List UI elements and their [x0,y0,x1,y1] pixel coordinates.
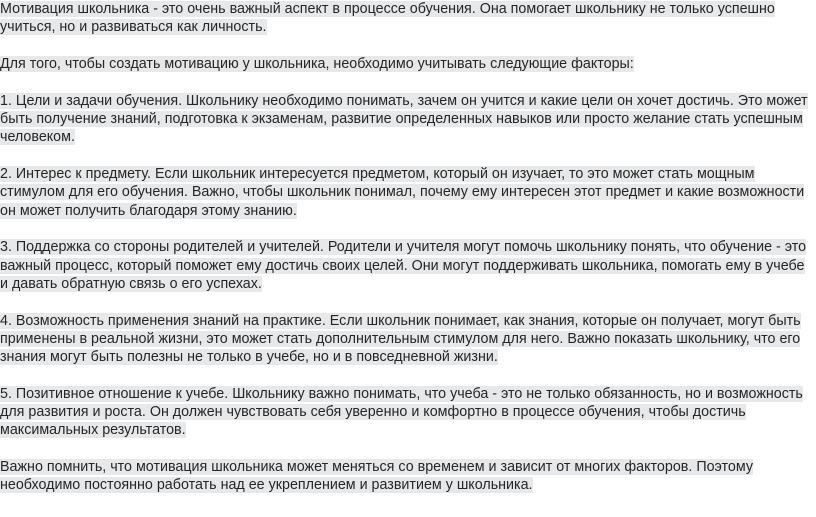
paragraph-factor-4 [0,312,812,367]
paragraph-factors-lead-text: Для того, чтобы создать мотивацию у школьника, необходимо учитывать следующие факторы: [0,55,634,72]
paragraph-factor-2-text: 2. Интерес к предмету. Если школьник интересуется предметом, который он изучает, то это может стать мощным стимулом для его обучения. Важно, чтобы школьник понимал, почему ему интересен этот предмет и какие возможности он может получить благодаря этому знанию. [0,165,805,219]
paragraph-factor-1 [0,92,812,147]
paragraph-factors-lead [0,55,812,73]
paragraph-factor-3 [0,238,812,293]
paragraph-factor-2 [0,165,812,220]
paragraph-factor-5 [0,385,812,440]
paragraph-intro [0,0,812,37]
paragraph-conclusion [0,458,812,495]
paragraph-factor-5-text: 5. Позитивное отношение к учебе. Школьнику важно понимать, что учеба - это не только обязанность, но и возможность для развития и роста. Он должен чувствовать себя уверенно и комфортно в процессе обучения, чтобы достичь максимальных результатов. [0,385,803,439]
paragraph-factor-4-text: 4. Возможность применения знаний на практике. Если школьник понимает, как знания, которые он получает, могут быть применены в реальной жизни, это может стать дополнительным стимулом для него. Важно показать школьнику, что его знания могут быть полезны не только в учебе, но и в повседневной жизни. [0,312,801,366]
paragraph-intro-text: Мотивация школьника - это очень важный аспект в процессе обучения. Она помогает школьнику не только успешно учиться, но и развиваться как личность. [0,1,775,36]
paragraph-conclusion-text: Важно помнить, что мотивация школьника может меняться со временем и зависит от многих факторов. Поэтому необходимо постоянно работать над ее укреплением и развитием у школьника. [0,459,754,494]
paragraph-factor-3-text: 3. Поддержка со стороны родителей и учителей. Родители и учителя могут помочь школьнику понять, что обучение - это важный процесс, который поможет ему достичь своих целей. Они могут поддерживать школьника, помогать ему в учебе и давать обратную связь о его успехах. [0,239,807,292]
paragraph-factor-1-text: 1. Цели и задачи обучения. Школьнику необходимо понимать, зачем он учится и какие цели он хочет достичь. Это может быть получение знаний, подготовка к экзаменам, развитие определенных навыков или просто желание стать успешным человеком. [0,92,808,146]
